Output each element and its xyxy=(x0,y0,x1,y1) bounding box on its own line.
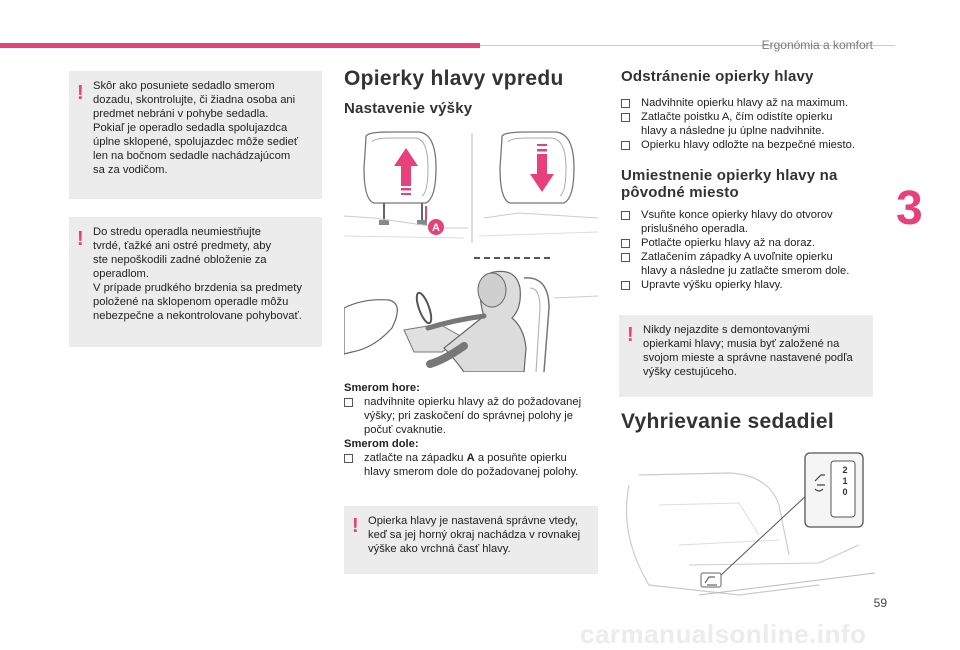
list-item: Vsuňte konce opierky hlavy do otvorov prislušného operadla. xyxy=(621,208,881,236)
list-item: Nadvihnite opierku hlavy až na maximum. xyxy=(621,96,881,110)
switch-label-1: 1 xyxy=(842,476,848,486)
adjust-instructions xyxy=(344,381,600,479)
heading-refit: Umiestnenie opierky hlavy na pôvodné miesto xyxy=(621,167,838,201)
bullet-icon xyxy=(621,99,630,108)
up-instruction: nadvihnite opierku hlavy až do požadovanej výšky; pri zaskočení do správnej polohy je počuť cvaknutie. xyxy=(344,395,600,437)
refit-list xyxy=(621,208,881,292)
list-item: Zatlačením západky A uvoľnite opierku hlavy a následne ju zatlačte smerom dole. xyxy=(621,250,881,278)
switch-label-0: 0 xyxy=(842,487,848,497)
bullet-icon xyxy=(621,141,630,150)
section-title: Ergonómia a komfort xyxy=(761,38,873,52)
list-item: Upravte výšku opierky hlavy. xyxy=(621,278,881,292)
bullet-icon xyxy=(621,239,630,248)
warning-box-headrest-position xyxy=(344,506,598,574)
chapter-number: 3 xyxy=(896,182,923,235)
subtitle-height-adjust: Nastavenie výšky xyxy=(344,100,473,117)
page-title-headrests: Opierky hlavy vpredu xyxy=(344,67,564,90)
warning-text: Do stredu operadla neumiestňujte tvrdé, ťažké ani ostré predmety, aby ste nepoškodili zadné obloženie za operadlom. V prípade prudkého brzdenia sa predmety položené na sklopenom operadle môžu nebezpečne a nekontrolovane pohybovať. xyxy=(93,226,302,322)
seat-heating-illustration xyxy=(619,445,875,607)
removal-list xyxy=(621,96,881,152)
bullet-icon xyxy=(344,454,353,463)
warning-box-never-drive xyxy=(619,315,873,397)
warning-box-objects xyxy=(69,217,322,347)
list-item: Opierku hlavy odložte na bezpečné miesto. xyxy=(621,138,881,152)
bullet-icon xyxy=(621,211,630,220)
bullet-icon xyxy=(621,281,630,290)
down-label: Smerom dole: xyxy=(344,438,419,450)
warning-box-seat-move xyxy=(69,71,322,199)
switch-label-2: 2 xyxy=(842,465,848,475)
callout-a-label: A xyxy=(432,222,440,234)
warning-icon: ! xyxy=(627,324,634,346)
warning-icon: ! xyxy=(77,82,84,104)
heading-removal: Odstránenie opierky hlavy xyxy=(621,68,814,85)
headrest-illustration xyxy=(344,128,598,246)
bullet-icon xyxy=(621,113,630,122)
watermark: carmanualsonline.info xyxy=(580,619,867,649)
list-item: Potlačte opierku hlavy až na doraz. xyxy=(621,236,881,250)
warning-text: Skôr ako posuniete sedadlo smerom dozadu, skontrolujte, či žiadna osoba ani predmet nebráni v pohybe sedadla. Pokiaľ je operadlo sedadla spolujazdca úplne sklopené, spolujazdec môže sedieť len na bočnom sedadle nachádzajúcom sa za vodičom. xyxy=(93,80,299,176)
down-instruction: zatlačte na západku A a posuňte opierku hlavy smerom dole do požadovanej polohy. xyxy=(344,451,600,479)
bullet-icon xyxy=(621,253,630,262)
warning-icon: ! xyxy=(352,515,359,537)
header-accent-bar xyxy=(0,43,480,48)
divider-dashed xyxy=(474,257,550,259)
warning-icon: ! xyxy=(77,228,84,250)
page-number: 59 xyxy=(873,596,887,610)
list-item: Zatlačte poistku A, čím odistíte opierku hlavy a následne ju úplne nadvihnite. xyxy=(621,110,881,138)
driver-illustration xyxy=(344,268,598,372)
warning-text: Opierka hlavy je nastavená správne vtedy, keď sa jej horný okraj nachádza v rovnakej výške ako vrchná časť hlavy. xyxy=(368,515,581,555)
up-label: Smerom hore: xyxy=(344,382,420,394)
heading-seat-heating: Vyhrievanie sedadiel xyxy=(621,410,834,433)
bullet-icon xyxy=(344,398,353,407)
warning-text: Nikdy nejazdite s demontovanými opierkami hlavy; musia byť založené na svojom mieste a správne nastavené podľa výšky cestujúceho. xyxy=(643,324,853,378)
